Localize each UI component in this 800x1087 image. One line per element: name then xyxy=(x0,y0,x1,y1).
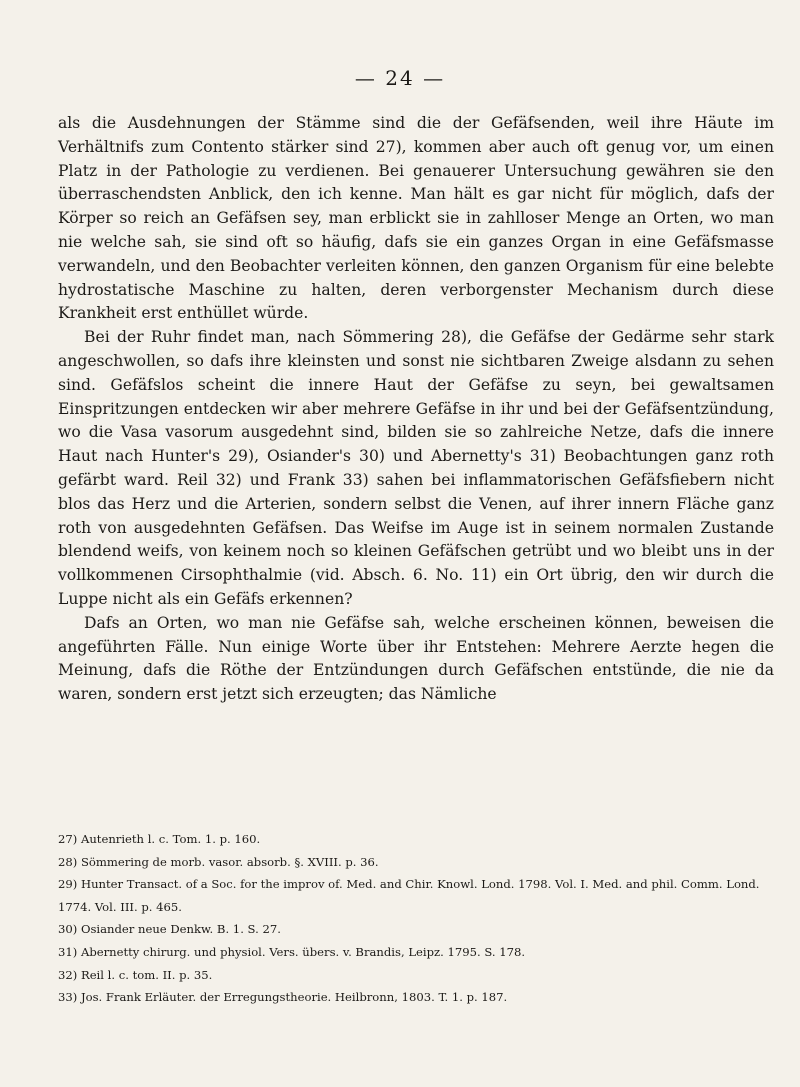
footnote-30: 30) Osiander neue Denkw. B. 1. S. 27. xyxy=(58,922,281,937)
footnote-29: 29) Hunter Transact. of a Soc. for the improv of. Med. and Chir. Knowl. Lond. 1798. Vol. I. Med. and phil. Comm. Lond. 1774. Vol. III. p. 465. xyxy=(58,877,760,914)
footnote-31: 31) Abernetty chirurg. und physiol. Vers. übers. v. Brandis, Leipz. 1795. S. 178. xyxy=(58,944,526,959)
page-number: — 24 — xyxy=(354,66,446,90)
footnote-28: 28) Sömmering de morb. vasor. absorb. §. XVIII. p. 36. xyxy=(58,854,379,869)
footnote-32: 32) Reil l. c. tom. II. p. 35. xyxy=(58,967,213,982)
footnotes xyxy=(58,828,774,1009)
paragraph-2: Bei der Ruhr findet man, nach Sömmering 28), die Gefäfse der Gedärme sehr stark angeschwollen, so dafs ihre kleinsten und sonst nie sichtbaren Zweige alsdann zu sehen sind. Gefäfslos scheint die innere Haut der Gefäfse zu seyn, bei gewaltsamen Einspritzungen entdecken wir aber mehrere Gefäfse in ihr und bei der Gefäfsentzündung, wo die Vasa vasorum ausgedehnt sind, bilden sie so zahlreiche Netze, dafs die innere Haut nach Hunter's 29), Osiander's 30) und Abernetty's 31) Beobachtungen ganz roth gefärbt ward. Reil 32) und Frank 33) sahen bei inflammatorischen Gefäfsfiebern nicht blos das Herz und die Arterien, sondern selbst die Venen, auf ihrer innern Fläche ganz roth von ausgedehnten Gefäfsen. Das Weifse im Auge ist in seinem normalen Zustande blendend weifs, von keinem noch so kleinen Gefäfschen getrübt und wo bleibt uns in der vollkommenen Cirsophthalmie (vid. Absch. 6. No. 11) ein Ort übrig, den wir durch die Luppe nicht als ein Gefäfs erkennen? xyxy=(58,328,774,608)
body-text xyxy=(58,112,774,707)
footnote-33: 33) Jos. Frank Erläuter. der Erregungstheorie. Heilbronn, 1803. T. 1. p. 187. xyxy=(58,990,508,1005)
paragraph-3: Dafs an Orten, wo man nie Gefäfse sah, welche erscheinen können, beweisen die angeführten Fälle. Nun einige Worte über ihr Entstehen: Mehrere Aerzte hegen die Meinung, dafs die Röthe der Entzündungen durch Gefäfschen entstünde, die nie da waren, sondern erst jetzt sich erzeugten; das Nämliche xyxy=(58,613,774,704)
paragraph-1: als die Ausdehnungen der Stämme sind die der Gefäfsenden, weil ihre Häute im Verhältnifs zum Contento stärker sind 27), kommen aber auch oft genug vor, um einen Platz in der Pathologie zu verdienen. Bei genauerer Untersuchung gewähren sie den überraschendsten Anblick, den ich kenne. Man hält es gar nicht für möglich, dafs der Körper so reich an Gefäfsen sey, man erblickt sie in zahlloser Menge an Orten, wo man nie welche sah, sie sind oft so häufig, dafs sie ein ganzes Organ in eine Gefäfsmasse verwandeln, und den Beobachter verleiten können, den ganzen Organism für eine belebte hydrostatische Maschine zu halten, deren verborgenster Mechanism durch diese Krankheit erst enthüllet würde. xyxy=(58,114,774,323)
footnote-27: 27) Autenrieth l. c. Tom. 1. p. 160. xyxy=(58,832,261,846)
